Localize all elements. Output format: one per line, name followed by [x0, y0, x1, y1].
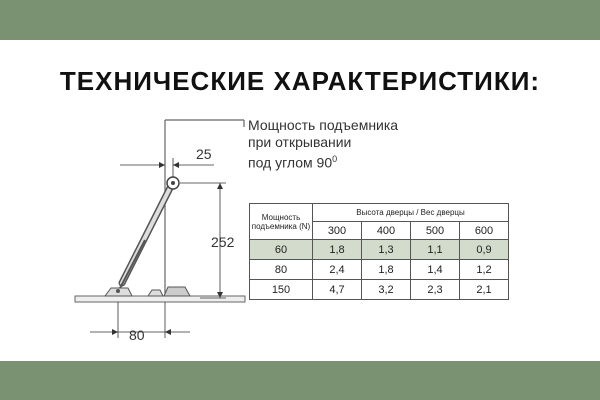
power-cell: 80: [250, 260, 313, 280]
page-title: ТЕХНИЧЕСКИЕ ХАРАКТЕРИСТИКИ:: [59, 66, 541, 96]
description-line-1: Мощность подъемника: [248, 117, 399, 133]
value-cell: 1,8: [362, 260, 411, 280]
header-group: Высота дверцы / Вес дверцы: [313, 204, 509, 222]
height-cell: 600: [460, 222, 509, 240]
value-cell: 4,7: [313, 280, 362, 300]
value-cell: 3,2: [362, 280, 411, 300]
dimension-top-label: 25: [196, 146, 212, 162]
height-cell: 300: [313, 222, 362, 240]
content-card: [0, 40, 600, 361]
value-cell: 2,3: [411, 280, 460, 300]
header-power: Мощность подъемника (N): [250, 204, 313, 240]
lift-mechanism-drawing: [0, 40, 600, 361]
degree-superscript: 0: [332, 154, 338, 164]
table-row: [250, 260, 509, 280]
dimension-bottom-label: 80: [129, 327, 145, 343]
description-line-2: при открывании: [248, 134, 352, 150]
table-header-row: [250, 204, 509, 222]
value-cell: 2,4: [313, 260, 362, 280]
value-cell: 1,8: [313, 240, 362, 260]
dimension-height-label: 252: [211, 234, 235, 250]
lift-power-description: [248, 117, 398, 172]
value-cell: 1,1: [411, 240, 460, 260]
description-line-3: под углом $90^0$: [248, 154, 338, 171]
height-cell: 500: [411, 222, 460, 240]
value-cell: 0,9: [460, 240, 509, 260]
power-cell: 150: [250, 280, 313, 300]
value-cell: 1,4: [411, 260, 460, 280]
table-row: [250, 240, 509, 260]
power-cell: 60: [250, 240, 313, 260]
spec-table: [249, 203, 509, 300]
value-cell: 1,2: [460, 260, 509, 280]
height-cell: 400: [362, 222, 411, 240]
value-cell: 1,3: [362, 240, 411, 260]
value-cell: 2,1: [460, 280, 509, 300]
table-row: [250, 280, 509, 300]
